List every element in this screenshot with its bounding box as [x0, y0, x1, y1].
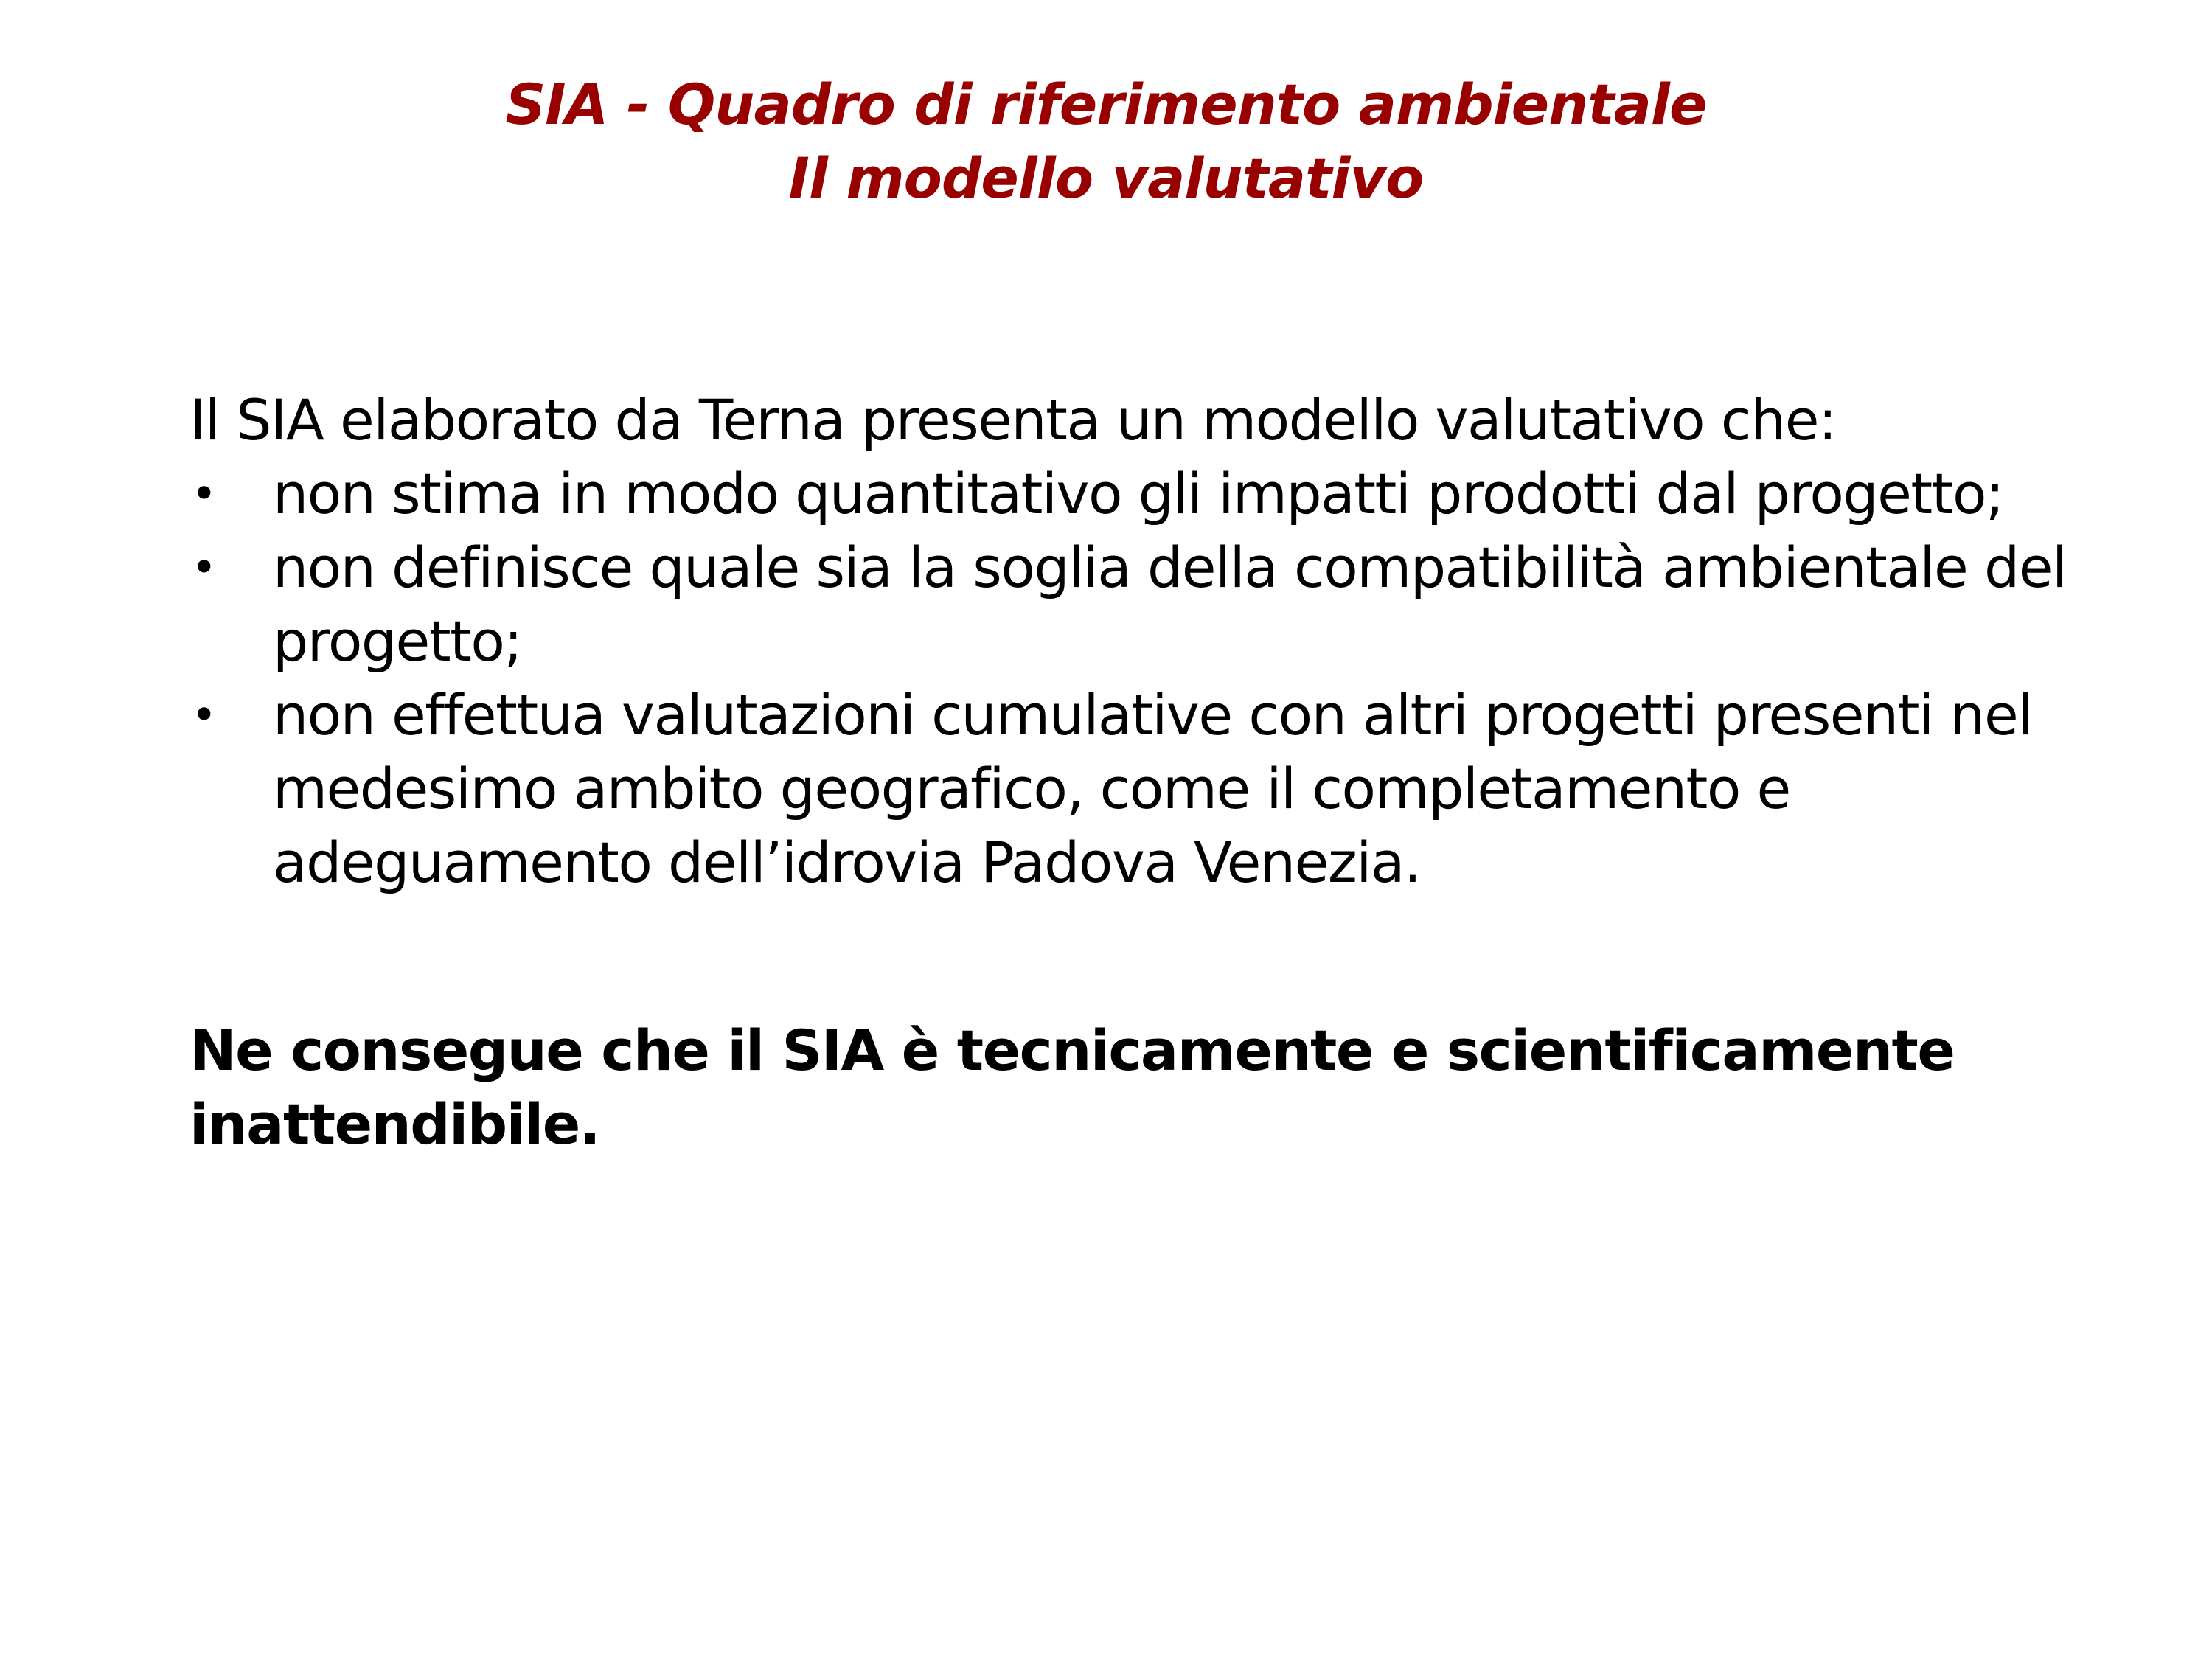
bullet-icon: • [191, 542, 216, 594]
bullet-item-soglia [189, 531, 2107, 678]
bullet-text: non definisce quale sia la soglia della compatibilità ambientale del progetto; [273, 535, 2067, 674]
bullet-icon: • [191, 468, 216, 520]
conclusion-text: Ne consegue che il SIA è tecnicamente e scientificamente inattendibile. [189, 1018, 1955, 1157]
intro-text: Il SIA elaborato da Terna presenta un modello valutativo che: [189, 387, 1837, 453]
bullet-text: non stima in modo quantitativo gli impatti prodotti dal progetto; [273, 461, 2004, 526]
bullet-item-cumulative [189, 678, 2107, 900]
slide-body [189, 383, 2107, 900]
bullet-list [189, 457, 2107, 900]
bullet-icon: • [191, 689, 216, 741]
bullet-item-stima [189, 457, 2107, 531]
slide-title [0, 68, 2212, 215]
slide-title-line-2: Il modello valutativo [788, 145, 1424, 211]
slide-title-line-1: SIA - Quadro di riferimento ambientale [505, 72, 1707, 137]
bullet-text: non effettua valutazioni cumulative con altri progetti presenti nel medesimo ambito geografico, come il completamento e adeguamento dell’idrovia Padova Venezia. [273, 682, 2032, 895]
